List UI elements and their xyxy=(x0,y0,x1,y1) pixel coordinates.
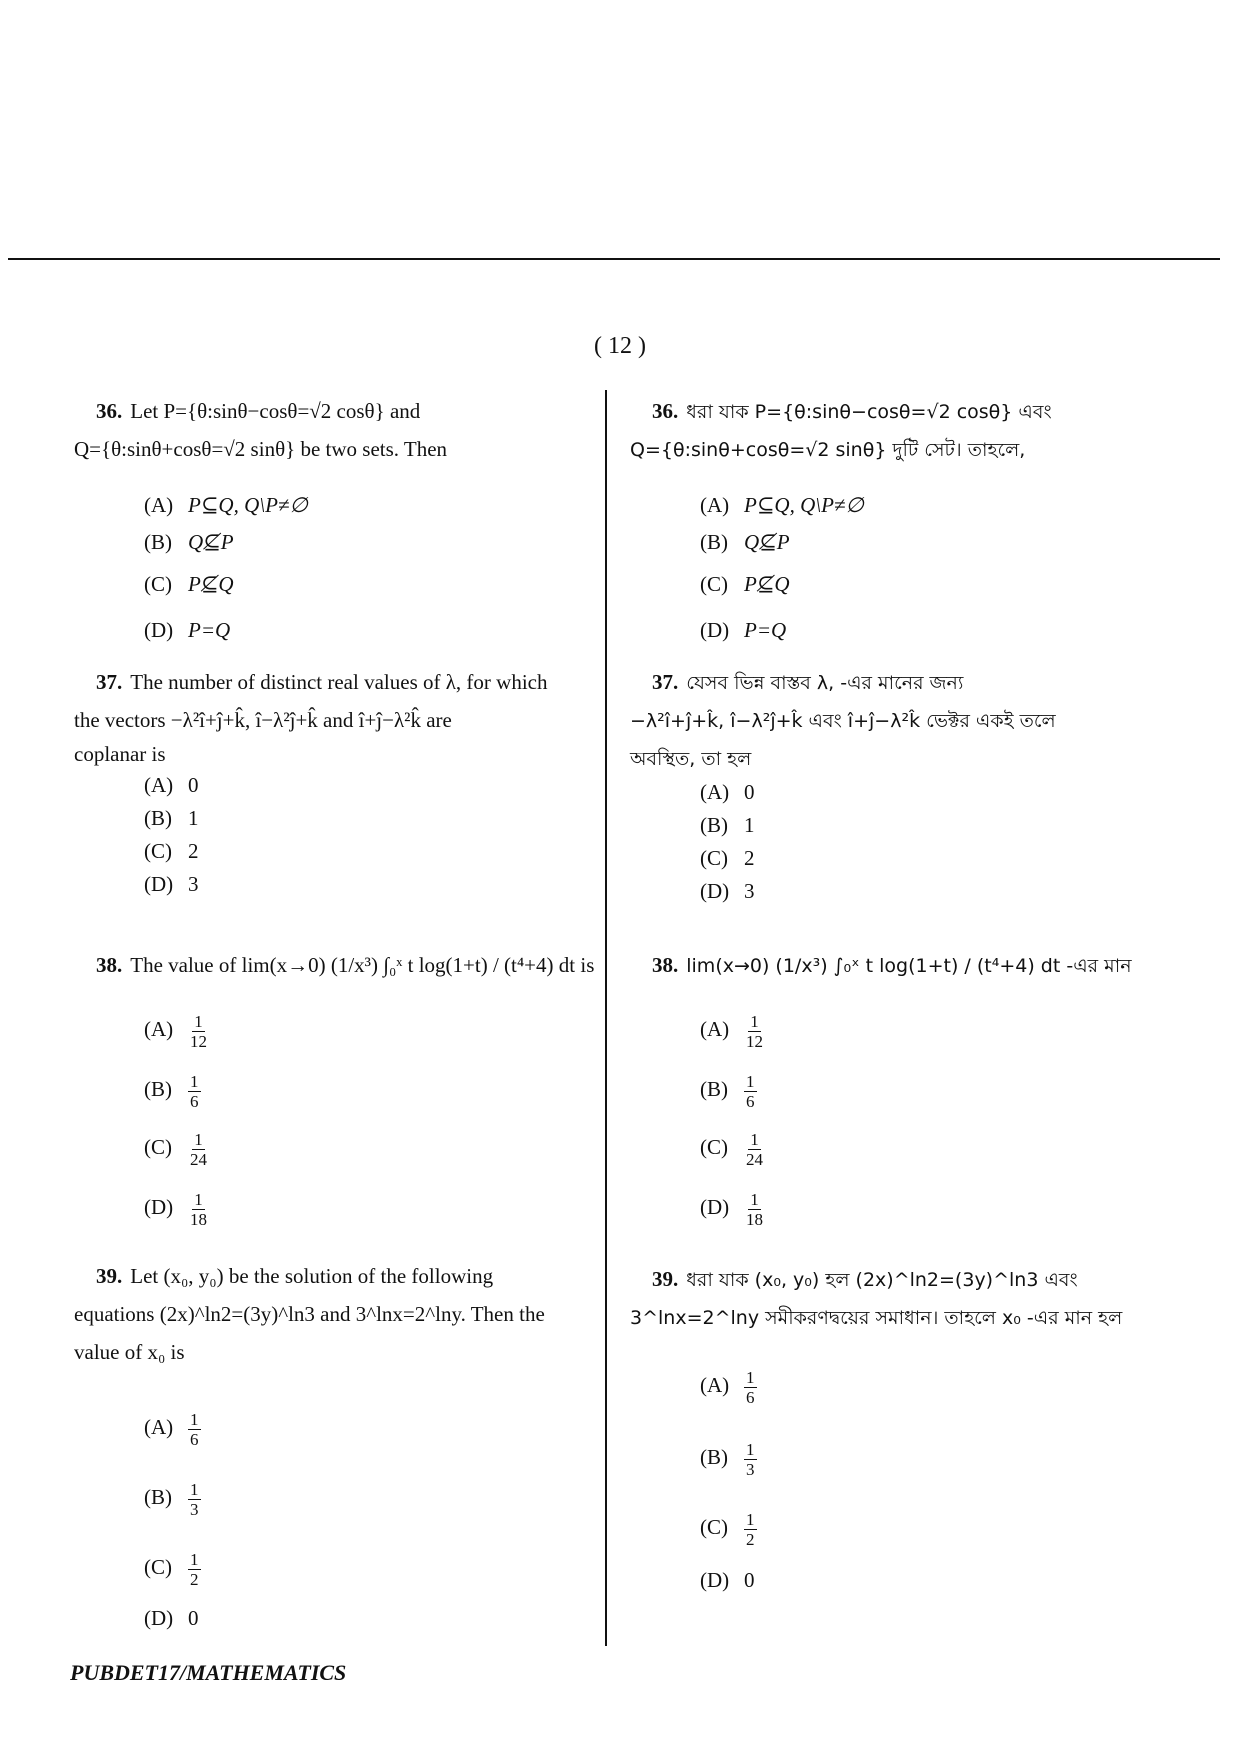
q38-bn-option-c: (C) $\frac{1}{24}$ xyxy=(700,1130,763,1169)
question-39-en: 39. Let (x₀, y₀) be the solution of the following equations (2x)^ln2=(3y)^ln3 and 3^lnx=2^lny. Then the value of x₀ is xyxy=(74,1264,545,1364)
top-rule xyxy=(8,258,1220,260)
page-number: ( 12 ) xyxy=(594,333,646,359)
question-39-bn: 39. ধরা যাক (x₀, y₀) হল (2x)^ln2=(3y)^ln3 এবং 3^lnx=2^lny সমীকরণদ্বয়ের সমাধান। তাহলে x₀ -এর মান হল xyxy=(630,1267,1123,1329)
q36-en-option-d: (D) P=Q xyxy=(144,618,231,642)
q36-bn-option-c: (C) P⊈Q xyxy=(700,572,790,596)
question-38-en: 38. The value of lim(x→0) (1/x³) ∫₀ˣ t log(1+t) / (t⁴+4) dt is xyxy=(96,953,595,977)
q36-en-option-a: (A) P⊆Q, Q\P≠∅ xyxy=(144,493,308,517)
q37-bn-option-d: (D) 3 xyxy=(700,879,755,903)
q39-bn-option-d: (D) 0 xyxy=(700,1568,755,1592)
question-36-en xyxy=(74,392,584,468)
q36-en-option-c: (C) P⊈Q xyxy=(144,572,234,596)
q37-bn-option-c: (C) 2 xyxy=(700,846,755,870)
question-36-bn: 36. ধরা যাক P={θ:sinθ−cosθ=√2 cosθ} এবং Q={θ:sinθ+cosθ=√2 sinθ} দুটি সেট। তাহলে, xyxy=(630,399,1052,461)
q37-en-option-c: (C) 2 xyxy=(144,839,199,863)
q37-bn-option-b: (B) 1 xyxy=(700,813,755,837)
q39-en-option-b: (B) $\frac{1}{3}$ xyxy=(144,1480,199,1519)
q37-en-option-b: (B) 1 xyxy=(144,806,199,830)
q38-bn-option-b: (B) $\frac{1}{6}$ xyxy=(700,1072,755,1111)
q37-bn-option-a: (A) 0 xyxy=(700,780,755,804)
question-37-bn: 37. যেসব ভিন্ন বাস্তব λ, -এর মানের জন্য −λ²î+ĵ+k̂, î−λ²ĵ+k̂ এবং î+ĵ−λ²k̂ ভেক্টর একই তলে অবস্থিত, তা হল xyxy=(630,670,1056,770)
q38-en-option-c: (C) $\frac{1}{24}$ xyxy=(144,1130,207,1169)
question-36-line1: 36. Let P={θ:sinθ−cosθ=√2 cosθ} and xyxy=(96,399,421,423)
column-divider xyxy=(605,390,607,1646)
q39-en-option-c: (C) $\frac{1}{2}$ xyxy=(144,1550,199,1589)
q39-en-option-a: (A) $\frac{1}{6}$ xyxy=(144,1410,199,1449)
q38-en-option-b: (B) $\frac{1}{6}$ xyxy=(144,1072,199,1111)
q38-bn-option-a: (A) $\frac{1}{12}$ xyxy=(700,1012,763,1051)
q36-bn-option-d: (D) P=Q xyxy=(700,618,787,642)
q38-en-option-a: (A) $\frac{1}{12}$ xyxy=(144,1012,207,1051)
q37-en-option-a: (A) 0 xyxy=(144,773,199,797)
q38-en-option-d: (D) $\frac{1}{18}$ xyxy=(144,1190,207,1229)
q39-bn-option-a: (A) $\frac{1}{6}$ xyxy=(700,1368,755,1407)
q38-bn-option-d: (D) $\frac{1}{18}$ xyxy=(700,1190,763,1229)
q36-bn-option-a: (A) P⊆Q, Q\P≠∅ xyxy=(700,493,864,517)
question-37-en: 37. The number of distinct real values of λ, for which the vectors −λ²î+ĵ+k̂, î−λ²ĵ+k̂ and î+ĵ−λ²k̂ are coplanar is xyxy=(74,670,548,766)
q36-bn-option-b: (B) Q⊈P xyxy=(700,530,790,554)
question-36-line2: Q={θ:sinθ+cosθ=√2 sinθ} be two sets. Then xyxy=(74,437,448,461)
q39-bn-option-c: (C) $\frac{1}{2}$ xyxy=(700,1510,755,1549)
q39-bn-option-b: (B) $\frac{1}{3}$ xyxy=(700,1440,755,1479)
footer-code: PUBDET17/MATHEMATICS xyxy=(70,1660,347,1685)
q37-en-option-d: (D) 3 xyxy=(144,872,199,896)
question-38-bn: 38. lim(x→0) (1/x³) ∫₀ˣ t log(1+t) / (t⁴+4) dt -এর মান xyxy=(652,953,1132,977)
q39-en-option-d: (D) 0 xyxy=(144,1606,199,1630)
q36-en-option-b: (B) Q⊈P xyxy=(144,530,234,554)
